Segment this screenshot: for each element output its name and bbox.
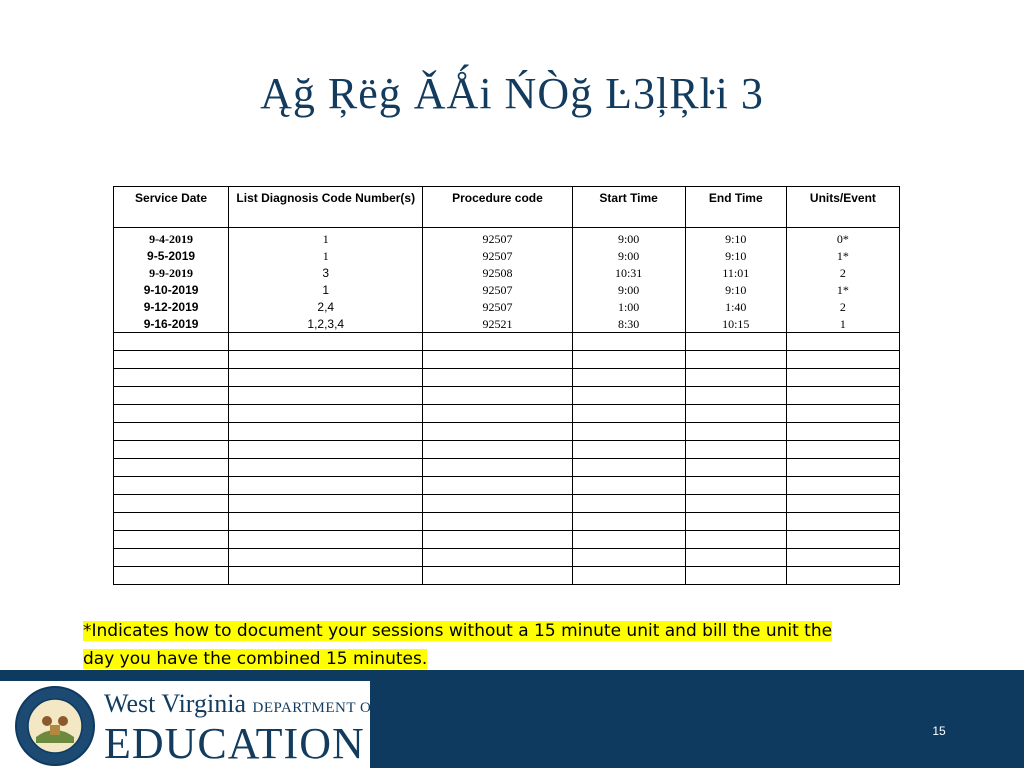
procedure-cell: 92507: [423, 281, 572, 298]
logo-line-1: West Virginia: [104, 689, 246, 718]
header-procedure-code: Procedure code: [423, 187, 572, 228]
empty-cell: [572, 405, 685, 423]
procedure-cell: 92507: [423, 228, 572, 248]
empty-cell: [572, 387, 685, 405]
service-date-cell: 9-10-2019: [114, 281, 229, 298]
logo-line-2: EDUCATION: [104, 719, 365, 768]
empty-cell: [572, 513, 685, 531]
empty-cell: [786, 423, 899, 441]
header-diagnosis-code: List Diagnosis Code Number(s): [229, 187, 423, 228]
empty-cell: [572, 423, 685, 441]
service-log-table: [113, 186, 900, 585]
empty-cell: [685, 495, 786, 513]
start-time-cell: 9:00: [572, 228, 685, 248]
diagnosis-cell: 1: [229, 247, 423, 264]
empty-table-row: [114, 477, 900, 495]
end-time-cell: 9:10: [685, 281, 786, 298]
service-date-cell: 9-4-2019: [114, 228, 229, 248]
empty-table-row: [114, 405, 900, 423]
table-row: [114, 281, 900, 298]
empty-table-row: [114, 567, 900, 585]
empty-table-row: [114, 351, 900, 369]
empty-table-row: [114, 369, 900, 387]
units-cell: 1*: [786, 281, 899, 298]
empty-table-row: [114, 495, 900, 513]
header-service-date: Service Date: [114, 187, 229, 228]
empty-cell: [572, 477, 685, 495]
empty-cell: [572, 459, 685, 477]
empty-cell: [114, 387, 229, 405]
empty-table-row: [114, 423, 900, 441]
empty-cell: [114, 477, 229, 495]
service-date-cell: 9-5-2019: [114, 247, 229, 264]
empty-cell: [786, 513, 899, 531]
empty-cell: [423, 549, 572, 567]
empty-cell: [786, 351, 899, 369]
empty-cell: [229, 531, 423, 549]
empty-cell: [114, 405, 229, 423]
empty-cell: [423, 531, 572, 549]
empty-cell: [572, 441, 685, 459]
empty-cell: [423, 369, 572, 387]
empty-cell: [114, 459, 229, 477]
units-cell: 2: [786, 298, 899, 315]
procedure-cell: 92507: [423, 247, 572, 264]
empty-cell: [229, 387, 423, 405]
empty-cell: [229, 405, 423, 423]
empty-cell: [423, 441, 572, 459]
header-start-time: Start Time: [572, 187, 685, 228]
empty-cell: [423, 513, 572, 531]
table-row: [114, 315, 900, 333]
empty-cell: [685, 567, 786, 585]
empty-cell: [786, 477, 899, 495]
empty-cell: [423, 387, 572, 405]
empty-cell: [423, 351, 572, 369]
empty-cell: [229, 549, 423, 567]
units-cell: 1: [786, 315, 899, 333]
empty-cell: [114, 351, 229, 369]
empty-table-row: [114, 513, 900, 531]
state-seal-icon: [14, 685, 96, 767]
procedure-cell: 92508: [423, 264, 572, 281]
empty-cell: [786, 369, 899, 387]
empty-table-row: [114, 441, 900, 459]
empty-table-row: [114, 333, 900, 351]
empty-cell: [423, 333, 572, 351]
empty-cell: [423, 567, 572, 585]
empty-cell: [229, 333, 423, 351]
footnote-line-1: *Indicates how to document your sessions without a 15 minute unit and bill the unit the: [83, 621, 833, 641]
empty-cell: [423, 459, 572, 477]
empty-cell: [572, 369, 685, 387]
empty-cell: [786, 387, 899, 405]
empty-cell: [685, 387, 786, 405]
service-date-cell: 9-9-2019: [114, 264, 229, 281]
empty-cell: [423, 495, 572, 513]
empty-cell: [114, 495, 229, 513]
units-cell: 1*: [786, 247, 899, 264]
header-end-time: End Time: [685, 187, 786, 228]
empty-cell: [229, 369, 423, 387]
procedure-cell: 92507: [423, 298, 572, 315]
table-row: [114, 298, 900, 315]
empty-table-row: [114, 387, 900, 405]
procedure-cell: 92521: [423, 315, 572, 333]
logo-department: DEPARTMENT OF: [252, 700, 381, 716]
empty-cell: [685, 405, 786, 423]
empty-cell: [685, 369, 786, 387]
diagnosis-cell: 3: [229, 264, 423, 281]
empty-cell: [572, 495, 685, 513]
empty-cell: [572, 531, 685, 549]
empty-cell: [572, 351, 685, 369]
empty-cell: [685, 459, 786, 477]
empty-cell: [229, 513, 423, 531]
wv-education-logo: [104, 690, 380, 766]
empty-cell: [114, 333, 229, 351]
empty-cell: [229, 423, 423, 441]
table-row: [114, 264, 900, 281]
empty-table-row: [114, 549, 900, 567]
empty-cell: [685, 441, 786, 459]
empty-cell: [572, 549, 685, 567]
empty-cell: [114, 549, 229, 567]
empty-cell: [423, 405, 572, 423]
units-cell: 2: [786, 264, 899, 281]
slide-title: Ąğ Ŗëġ ǍǺi ŃÒğ Ŀ3ļŖŀi 3: [260, 69, 764, 118]
empty-cell: [572, 567, 685, 585]
table-row: [114, 228, 900, 248]
empty-cell: [786, 549, 899, 567]
empty-cell: [786, 405, 899, 423]
diagnosis-cell: 1: [229, 228, 423, 248]
empty-cell: [685, 333, 786, 351]
end-time-cell: 1:40: [685, 298, 786, 315]
table-row: [114, 247, 900, 264]
empty-cell: [114, 369, 229, 387]
empty-cell: [229, 441, 423, 459]
start-time-cell: 10:31: [572, 264, 685, 281]
empty-cell: [229, 459, 423, 477]
diagnosis-cell: 1: [229, 281, 423, 298]
end-time-cell: 9:10: [685, 228, 786, 248]
empty-cell: [229, 567, 423, 585]
service-date-cell: 9-12-2019: [114, 298, 229, 315]
empty-cell: [229, 351, 423, 369]
table-header-row: [114, 187, 900, 228]
empty-cell: [229, 477, 423, 495]
end-time-cell: 11:01: [685, 264, 786, 281]
empty-cell: [685, 351, 786, 369]
diagnosis-cell: 1,2,3,4: [229, 315, 423, 333]
empty-cell: [114, 531, 229, 549]
start-time-cell: 8:30: [572, 315, 685, 333]
empty-cell: [229, 495, 423, 513]
empty-cell: [423, 423, 572, 441]
empty-cell: [786, 531, 899, 549]
end-time-cell: 9:10: [685, 247, 786, 264]
empty-cell: [685, 549, 786, 567]
empty-cell: [114, 567, 229, 585]
empty-cell: [114, 423, 229, 441]
empty-cell: [786, 333, 899, 351]
empty-table-row: [114, 459, 900, 477]
start-time-cell: 9:00: [572, 247, 685, 264]
diagnosis-cell: 2,4: [229, 298, 423, 315]
start-time-cell: 9:00: [572, 281, 685, 298]
empty-cell: [114, 513, 229, 531]
footnote-line-2: day you have the combined 15 minutes.: [83, 649, 428, 669]
empty-cell: [685, 513, 786, 531]
end-time-cell: 10:15: [685, 315, 786, 333]
start-time-cell: 1:00: [572, 298, 685, 315]
footnote: [83, 617, 923, 673]
empty-cell: [685, 477, 786, 495]
empty-cell: [786, 459, 899, 477]
page-number: 15: [932, 724, 946, 738]
empty-cell: [786, 441, 899, 459]
service-date-cell: 9-16-2019: [114, 315, 229, 333]
empty-table-row: [114, 531, 900, 549]
empty-cell: [114, 441, 229, 459]
empty-cell: [685, 423, 786, 441]
empty-cell: [786, 567, 899, 585]
empty-cell: [423, 477, 572, 495]
empty-cell: [572, 333, 685, 351]
units-cell: 0*: [786, 228, 899, 248]
header-units-event: Units/Event: [786, 187, 899, 228]
empty-cell: [786, 495, 899, 513]
empty-cell: [685, 531, 786, 549]
